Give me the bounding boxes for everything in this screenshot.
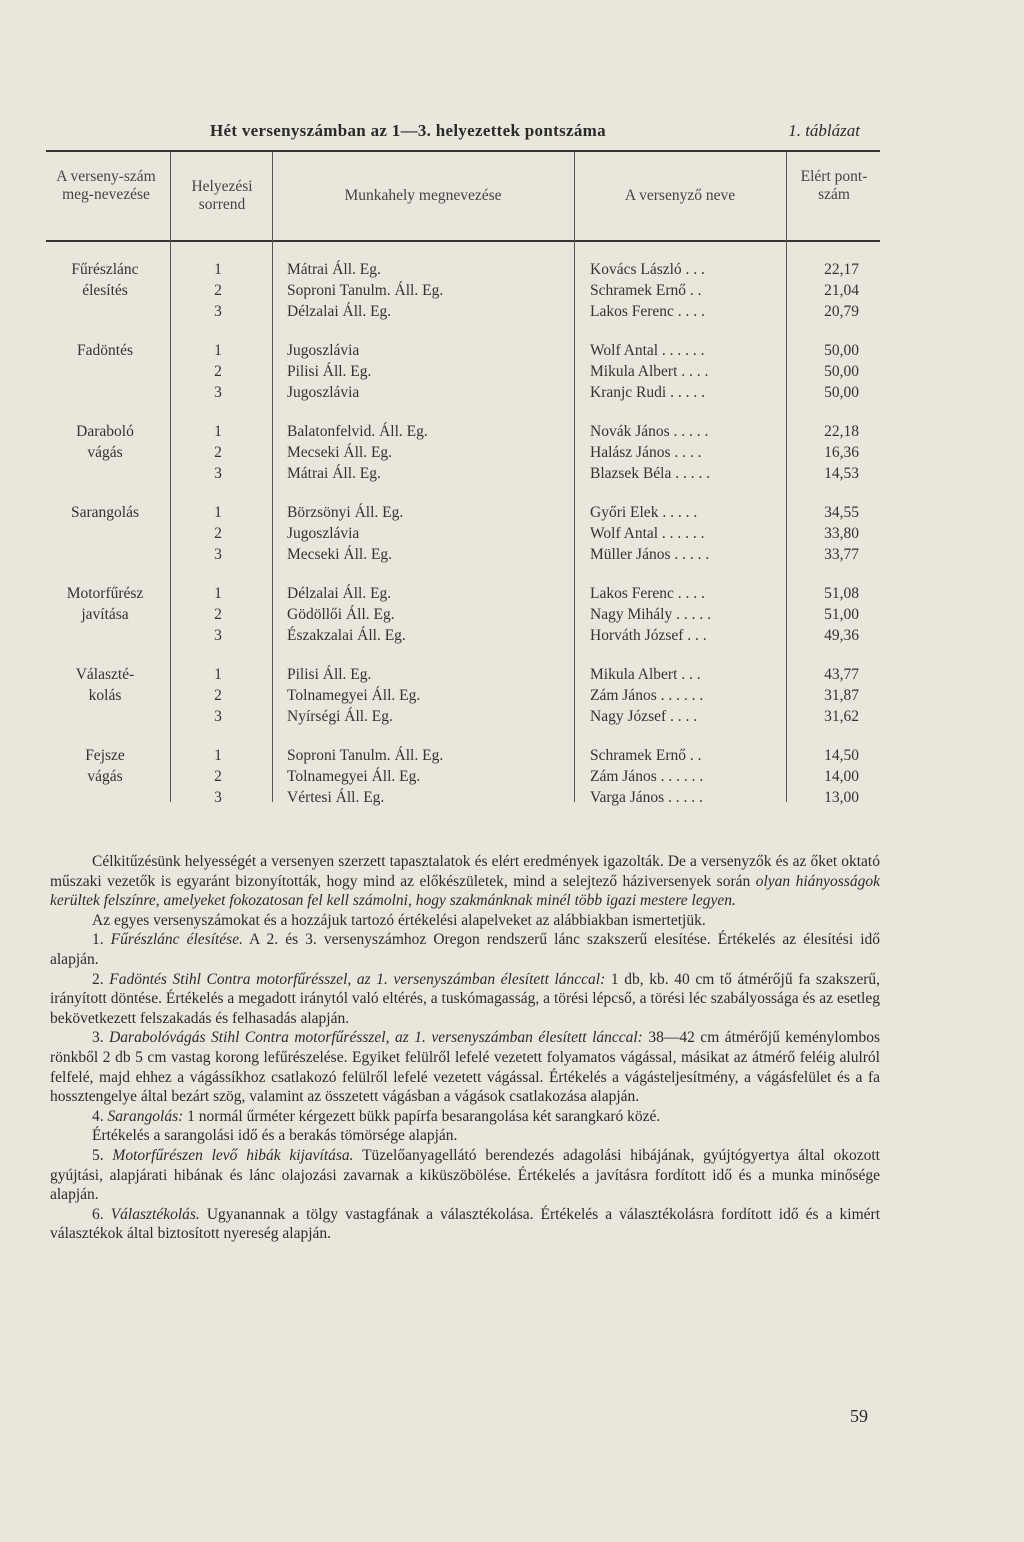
points-cell: 14,00 <box>824 768 859 785</box>
position-cell: 3 <box>214 465 222 482</box>
list-item: 3. Darabolóvágás Stihl Contra motorfűrésszel, az 1. versenyszámban élesített lánccal: 38—42 cm átmérőjű keménylombos rönkből 2 db 5 cm vastag korong lefűrészelése. Egyiket felülről lefelé vezetett folyamatos vágással, másikat az átmérő feléig alulról felfelé, majd ehhez a vágássíkhoz csatlakozó felülről lefelé vezetett vágással. Értékelés a vágásteljesítmény, a vágásfelület és a fa hossztengelye által bezárt szög, valamint az összetett vágásban a vágások csatlakozása alapján. <box>50 1029 880 1106</box>
event-name: vágás <box>87 444 123 461</box>
event-name: Fejsze <box>85 747 125 764</box>
points-cell: 51,08 <box>824 585 859 602</box>
workplace-cell: Jugoszlávia <box>287 384 360 401</box>
workplace-cell: Mátrai Áll. Eg. <box>287 261 381 278</box>
workplace-cell: Délzalai Áll. Eg. <box>287 585 392 602</box>
competitor-cell: Wolf Antal . . . . . . <box>590 342 705 359</box>
points-cell: 50,00 <box>824 363 859 380</box>
competitor-cell: Mikula Albert . . . <box>590 666 701 683</box>
header-event: A verseny-szám meg-nevezése <box>56 168 156 203</box>
position-cell: 2 <box>214 606 222 623</box>
points-cell: 31,62 <box>824 708 859 725</box>
position-cell: 3 <box>214 546 222 563</box>
paragraph: Az egyes versenyszámokat és a hozzájuk tartozó értékelési alapelveket az alábbiakban ismertetjük. <box>92 911 706 929</box>
competitor-cell: Varga János . . . . . <box>590 789 703 806</box>
workplace-cell: Pilisi Áll. Eg. <box>287 666 372 683</box>
points-cell: 13,00 <box>824 789 859 806</box>
points-cell: 21,04 <box>824 282 859 299</box>
position-cell: 2 <box>214 363 222 380</box>
event-name: Fűrészlánc <box>71 261 139 278</box>
event-name: Motorfűrész <box>66 585 144 602</box>
event-name: élesítés <box>82 282 128 299</box>
points-cell: 50,00 <box>824 342 859 359</box>
paragraph: Célkitűzésünk helyességét a versenyen szerzett tapasztalatok és elért eredmények igazolták. De a versenyzők és az őket oktató műszaki vezetők is egyaránt bizonyították, hogy mind az előkészületek, mind a selejtező háziversenyek során olyan hiányosságok kerültek felszínre, amelyeket fokozatosan fel kell számolni, hogy szakmánknak minél több igazi mestere legyen. <box>50 853 880 910</box>
points-cell: 16,36 <box>824 444 859 461</box>
workplace-cell: Jugoszlávia <box>287 525 360 542</box>
workplace-cell: Jugoszlávia <box>287 342 360 359</box>
points-cell: 31,87 <box>824 687 859 704</box>
position-cell: 1 <box>214 261 222 278</box>
position-cell: 3 <box>214 708 222 725</box>
points-cell: 50,00 <box>824 384 859 401</box>
workplace-cell: Soproni Tanulm. Áll. Eg. <box>287 282 444 299</box>
competitor-cell: Lakos Ferenc . . . . <box>590 303 705 320</box>
position-cell: 1 <box>214 423 222 440</box>
competitor-cell: Lakos Ferenc . . . . <box>590 585 705 602</box>
list-item: 5. Motorfűrészen levő hibák kijavítása. Tüzelőanyagellátó berendezés adagolási hibájának, gyújtógyertya által okozott gyújtási, alapjárati hibának és lánc olajozási zavarnak a kiküszöbölése. Értékelés a javításra fordított idő és a munka minősége alapján. <box>50 1146 880 1204</box>
position-cell: 1 <box>214 747 222 764</box>
workplace-cell: Tolnamegyei Áll. Eg. <box>287 768 421 785</box>
points-cell: 14,50 <box>824 747 859 764</box>
competitor-cell: Zám János . . . . . . <box>590 687 704 704</box>
competitor-cell: Kranjc Rudi . . . . . <box>590 384 705 401</box>
position-cell: 3 <box>214 789 222 806</box>
list-item: 1. Fűrészlánc élesítése. A 2. és 3. versenyszámhoz Oregon rendszerű lánc szakszerű elesítése. Értékelés az élesítési idő alapján. <box>50 931 880 968</box>
column-divider <box>272 152 273 802</box>
workplace-cell: Északzalai Áll. Eg. <box>287 627 406 644</box>
points-cell: 33,80 <box>824 525 859 542</box>
competitor-cell: Blazsek Béla . . . . . <box>590 465 711 482</box>
event-name: javítása <box>81 606 129 623</box>
body-text <box>50 852 880 1244</box>
competitor-cell: Győri Elek . . . . . <box>590 504 698 521</box>
workplace-cell: Pilisi Áll. Eg. <box>287 363 372 380</box>
list-item: 2. Fadöntés Stihl Contra motorfűrésszel, az 1. versenyszámban élesített lánccal: 1 db, kb. 40 cm tő átmérőjű fa szakszerű, irányított döntése. Értékelés a megadott iránytól való eltérés, a tuskómagasság, a törési lépcső, a törési léc szabályossága és az esetleg bekövetkezett felszakadás és felhasadás alapján. <box>50 970 880 1027</box>
workplace-cell: Nyírségi Áll. Eg. <box>287 708 393 725</box>
competitor-cell: Halász János . . . . <box>590 444 702 461</box>
position-cell: 2 <box>214 282 222 299</box>
event-name: Fadöntés <box>77 342 133 359</box>
points-cell: 22,17 <box>824 261 859 278</box>
event-name: Daraboló <box>76 423 134 440</box>
list-item: 6. Választékolás. Ugyanannak a tölgy vastagfának a választékolása. Értékelés a választékolásra fordított idő és a kimért választékok által biztosított nyereség alapján. <box>50 1205 881 1243</box>
table-title <box>50 121 860 147</box>
event-name: kolás <box>88 687 122 704</box>
table-header-rule <box>46 240 880 242</box>
workplace-cell: Délzalai Áll. Eg. <box>287 303 392 320</box>
workplace-cell: Tolnamegyei Áll. Eg. <box>287 687 421 704</box>
paragraph: Értékelés a sarangolási idő és a berakás tömörsége alapján. <box>92 1127 458 1145</box>
points-cell: 14,53 <box>824 465 859 482</box>
position-cell: 2 <box>214 444 222 461</box>
position-cell: 3 <box>214 303 222 320</box>
competitor-cell: Horváth József . . . <box>590 627 707 644</box>
workplace-cell: Börzsönyi Áll. Eg. <box>287 504 404 521</box>
event-name: vágás <box>87 768 123 785</box>
competitor-cell: Schramek Ernő . . <box>590 282 702 299</box>
position-cell: 1 <box>214 585 222 602</box>
position-cell: 2 <box>214 768 222 785</box>
event-name: Sarangolás <box>70 504 139 521</box>
workplace-cell: Mecseki Áll. Eg. <box>287 444 393 461</box>
competitor-cell: Schramek Ernő . . <box>590 747 702 764</box>
competitor-cell: Wolf Antal . . . . . . <box>590 525 705 542</box>
table-top-rule <box>46 150 880 152</box>
points-cell: 51,00 <box>824 606 859 623</box>
position-cell: 3 <box>214 627 222 644</box>
competitor-cell: Nagy József . . . . <box>590 708 698 725</box>
workplace-cell: Gödöllői Áll. Eg. <box>287 606 395 623</box>
column-divider <box>574 152 575 802</box>
position-cell: 1 <box>214 342 222 359</box>
workplace-cell: Soproni Tanulm. Áll. Eg. <box>287 747 444 764</box>
table-number: 1. táblázat <box>788 121 860 140</box>
column-divider <box>170 152 171 802</box>
workplace-cell: Mátrai Áll. Eg. <box>287 465 381 482</box>
competitor-cell: Mikula Albert . . . . <box>590 363 709 380</box>
competitor-cell: Zám János . . . . . . <box>590 768 704 785</box>
points-cell: 20,79 <box>824 303 859 320</box>
points-cell: 34,55 <box>824 504 859 521</box>
table-title-main: Hét versenyszámban az 1—3. helyezettek pontszáma <box>210 121 606 140</box>
position-cell: 1 <box>214 504 222 521</box>
competitor-cell: Novák János . . . . . <box>590 423 709 440</box>
header-workplace: Munkahely megnevezése <box>344 187 502 204</box>
competitor-cell: Kovács László . . . <box>590 261 705 278</box>
points-cell: 33,77 <box>824 546 859 563</box>
position-cell: 1 <box>214 666 222 683</box>
header-points: Elért pont-szám <box>800 168 868 203</box>
event-name: Választé- <box>75 666 135 683</box>
position-cell: 2 <box>214 687 222 704</box>
page-number: 59 <box>850 1406 868 1426</box>
list-item: 4. Sarangolás: 1 normál űrméter kérgezett bükk papírfa besarangolása két sarangkaró közé. <box>92 1107 661 1125</box>
competitor-cell: Nagy Mihály . . . . . <box>590 606 711 623</box>
position-cell: 3 <box>214 384 222 401</box>
header-competitor: A versenyző neve <box>624 187 736 204</box>
points-cell: 49,36 <box>824 627 859 644</box>
workplace-cell: Vértesi Áll. Eg. <box>287 789 385 806</box>
competitor-cell: Müller János . . . . . <box>590 546 710 563</box>
workplace-cell: Balatonfelvid. Áll. Eg. <box>287 423 428 440</box>
header-position: Helyezési sorrend <box>191 178 253 213</box>
position-cell: 2 <box>214 525 222 542</box>
points-cell: 43,77 <box>824 666 859 683</box>
workplace-cell: Mecseki Áll. Eg. <box>287 546 393 563</box>
points-cell: 22,18 <box>824 423 859 440</box>
